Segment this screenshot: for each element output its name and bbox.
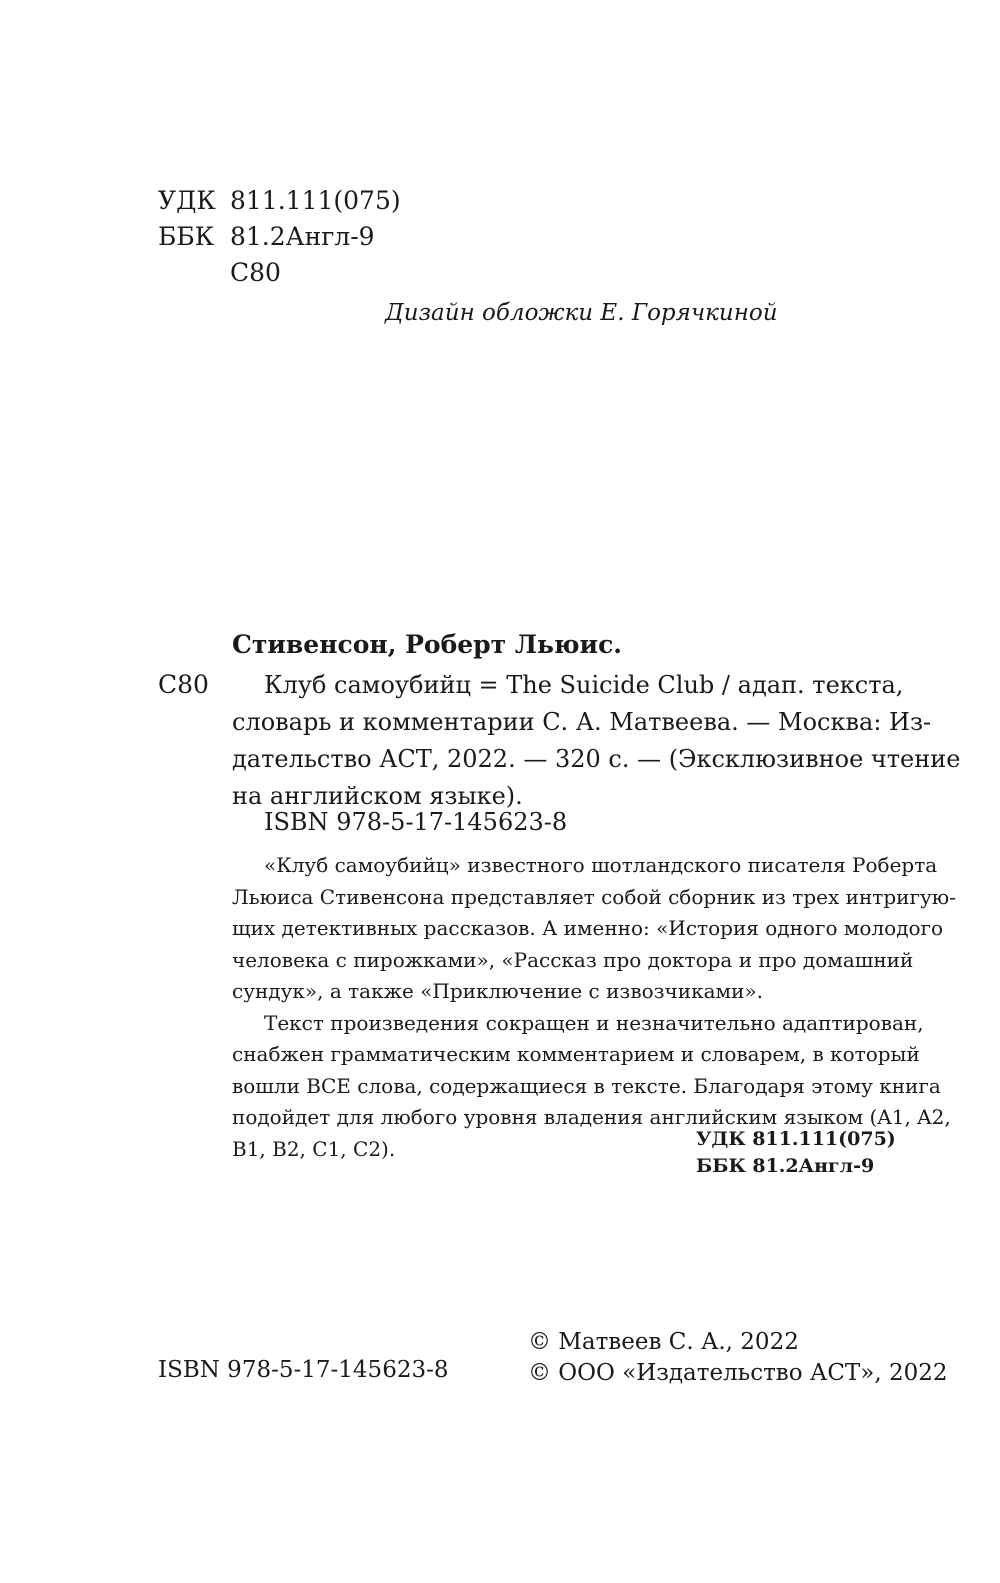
annotation-bbk: ББК 81.2Англ-9 [696,1155,875,1177]
bbk-label: ББК [158,222,215,251]
annotation-line: сундук», а также «Приключение с извозчиками». [232,979,763,1003]
annotation-line: «Клуб самоубийц» известного шотландского писателя Роберта [264,853,938,877]
footer-isbn: ISBN 978-5-17-145623-8 [158,1357,449,1383]
annotation-udk: УДК 811.111(075) [696,1128,896,1150]
cover-design-credit: Дизайн обложки Е. Горячкиной [385,300,778,326]
record-description-line: Клуб самоубийц = The Suicide Club / адап. текста, [264,671,904,699]
annotation-line: щих детективных рассказов. А именно: «История одного молодого [232,916,944,940]
record-author: Стивенсон, Роберт Льюис. [232,630,623,659]
udk-value: 811.111(075) [230,186,401,215]
annotation-line: Текст произведения сокращен и незначительно адаптирован, [264,1010,924,1035]
annotation-line: подойдет для любого уровня владения английским языком (A1, A2, [232,1105,951,1129]
record-author-mark: С80 [158,670,209,699]
copyright-author: © Матвеев С. А., 2022 [528,1329,799,1355]
record-description-line: на английском языке). [232,782,523,810]
annotation-line: B1, B2, C1, C2). [232,1136,396,1161]
annotation-line: человека с пирожками», «Рассказ про доктора и про домашний [232,947,914,972]
annotation-line: Льюиса Стивенсона представляет собой сборник из трех интригую- [232,884,956,909]
record-description-line: словарь и комментарии С. А. Матвеева. — Москва: Из- [232,708,932,736]
author-mark: С80 [230,258,281,287]
copyright-block [528,1327,948,1389]
copyright-publisher: © ООО «Издательство АСТ», 2022 [528,1360,948,1386]
annotation-classification [696,1126,896,1180]
record-description-line: дательство АСТ, 2022. — 320 с. — (Эксклюзивное чтение [232,745,961,773]
annotation-line: снабжен грамматическим комментарием и словарем, в который [232,1042,920,1066]
udk-label: УДК [158,186,216,215]
annotation [232,850,956,1165]
record-isbn: ISBN 978-5-17-145623-8 [264,808,568,836]
record-description [232,667,961,815]
bbk-value: 81.2Англ-9 [230,222,375,251]
annotation-line: вошли ВСЕ слова, содержащиеся в тексте. Благодаря этому книга [232,1073,941,1098]
